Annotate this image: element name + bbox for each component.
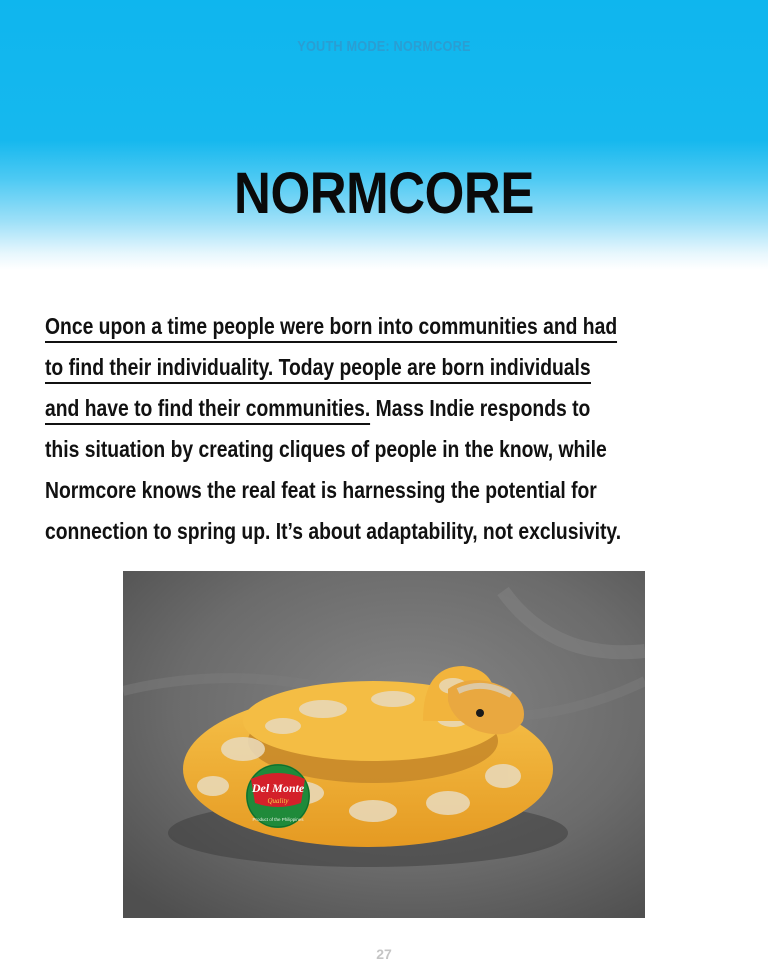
page-title: NORMCORE bbox=[234, 161, 534, 226]
sticker-ring-text: Product of the Philippines bbox=[252, 817, 304, 822]
underlined-text: Once upon a time people were born into communities and had bbox=[45, 313, 617, 343]
body-text: Mass Indie responds to bbox=[370, 395, 591, 421]
snake-illustration bbox=[123, 571, 645, 918]
body-line bbox=[45, 306, 633, 347]
del-monte-sticker bbox=[246, 764, 310, 828]
body-text: this situation by creating cliques of people in the know, while bbox=[45, 436, 607, 462]
underlined-text: to find their individuality. Today people are born individuals bbox=[45, 354, 591, 384]
sticker-sub: Quality bbox=[267, 797, 289, 805]
body-text: Normcore knows the real feat is harnessing the potential for bbox=[45, 477, 597, 503]
snake-photo bbox=[123, 571, 645, 918]
section-label: YOUTH MODE: NORMCORE bbox=[297, 38, 471, 55]
body-line bbox=[45, 470, 633, 511]
snake-eye bbox=[476, 709, 484, 717]
underlined-text: and have to find their communities. bbox=[45, 395, 370, 425]
body-line bbox=[45, 429, 633, 470]
body-line bbox=[45, 388, 633, 429]
body-line bbox=[45, 347, 633, 388]
body-text: connection to spring up. It’s about adaptability, not exclusivity. bbox=[45, 518, 622, 544]
body-line bbox=[45, 511, 633, 552]
body-paragraph bbox=[45, 306, 633, 552]
sticker-brand: Del Monte bbox=[251, 781, 305, 795]
page-number: 27 bbox=[376, 946, 392, 962]
